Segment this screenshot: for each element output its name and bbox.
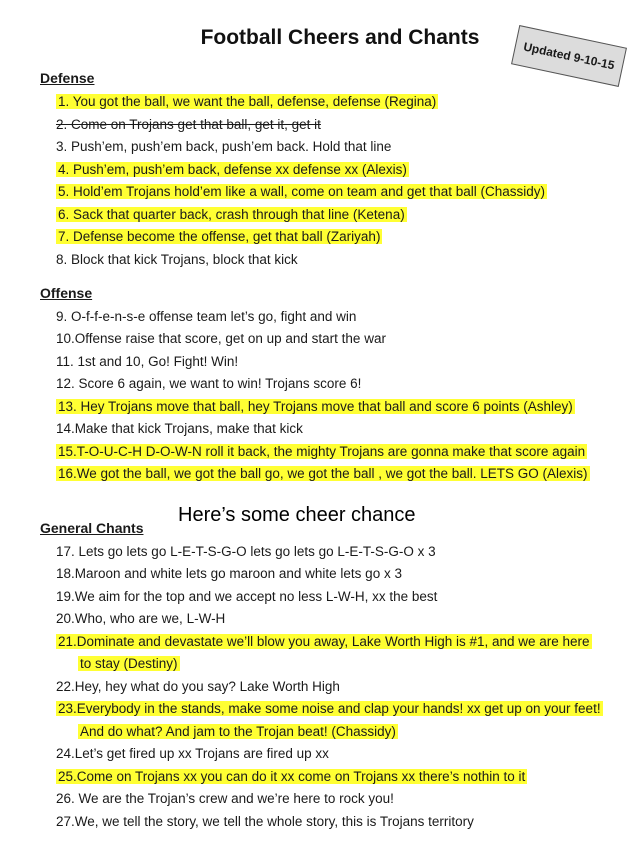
- list-item: 26. We are the Trojan’s crew and we’re here to rock you!: [56, 791, 394, 806]
- list-item: 15.T-O-U-C-H D-O-W-N roll it back, the mighty Trojans are gonna make that score again: [58, 444, 586, 459]
- list-item: 24.Let’s get fired up xx Trojans are fired up xx: [56, 746, 329, 761]
- list-item: 19.We aim for the top and we accept no less L-W-H, xx the best: [56, 589, 438, 604]
- overlay-caption: Here’s some cheer chance: [178, 504, 416, 526]
- list-item: 18.Maroon and white lets go maroon and white lets go x 3: [56, 566, 402, 581]
- list-item: 21.Dominate and devastate we’ll blow you away, Lake Worth High is #1, and we are here: [58, 634, 590, 649]
- updated-stamp: Updated 9-10-15: [511, 25, 627, 87]
- list-item: 14.Make that kick Trojans, make that kick: [56, 421, 303, 436]
- list-item: 16.We got the ball, we got the ball go, we got the ball , we got the ball. LETS GO (Alexis): [58, 466, 588, 481]
- list-item: 12. Score 6 again, we want to win! Trojans score 6!: [56, 376, 362, 391]
- list-item: 20.Who, who are we, L-W-H: [56, 611, 226, 626]
- list-item: 8. Block that kick Trojans, block that kick: [56, 252, 298, 267]
- list-item: 27.We, we tell the story, we tell the whole story, this is Trojans territory: [56, 814, 474, 829]
- list-item-continuation: And do what? And jam to the Trojan beat! (Chassidy): [80, 724, 396, 739]
- list-item: 6. Sack that quarter back, crash through that line (Ketena): [58, 207, 405, 222]
- list-item: 5. Hold’em Trojans hold’em like a wall, come on team and get that ball (Chassidy): [58, 184, 545, 199]
- list-item: 25.Come on Trojans xx you can do it xx come on Trojans xx there’s nothin to it: [58, 769, 526, 784]
- list-item: 9. O-f-f-e-n-s-e offense team let’s go, fight and win: [56, 309, 357, 324]
- list-item-continuation: to stay (Destiny): [80, 656, 178, 671]
- list-item: 11. 1st and 10, Go! Fight! Win!: [56, 354, 239, 369]
- list-item: 1. You got the ball, we want the ball, defense, defense (Regina): [58, 94, 437, 109]
- section-offense: Offense: [40, 285, 93, 301]
- section-defense: Defense: [40, 70, 95, 86]
- list-item: 4. Push’em, push’em back, defense xx defense xx (Alexis): [58, 162, 407, 177]
- list-item: 22.Hey, hey what do you say? Lake Worth High: [56, 679, 340, 694]
- list-item: 10.Offense raise that score, get on up and start the war: [56, 331, 386, 346]
- page-title: Football Cheers and Chants: [200, 26, 480, 49]
- list-item: 23.Everybody in the stands, make some noise and clap your hands! xx get up on your feet!: [58, 701, 601, 716]
- section-general-chants: General Chants: [40, 520, 144, 536]
- list-item: 2. Come on Trojans get that ball, get it, get it: [56, 117, 321, 132]
- list-item: 13. Hey Trojans move that ball, hey Trojans move that ball and score 6 points (Ashley): [58, 399, 573, 414]
- list-item: 7. Defense become the offense, get that ball (Zariyah): [58, 229, 381, 244]
- list-item: 17. Lets go lets go L-E-T-S-G-O lets go lets go L-E-T-S-G-O x 3: [56, 544, 436, 559]
- list-item: 3. Push’em, push’em back, push’em back. Hold that line: [56, 139, 392, 154]
